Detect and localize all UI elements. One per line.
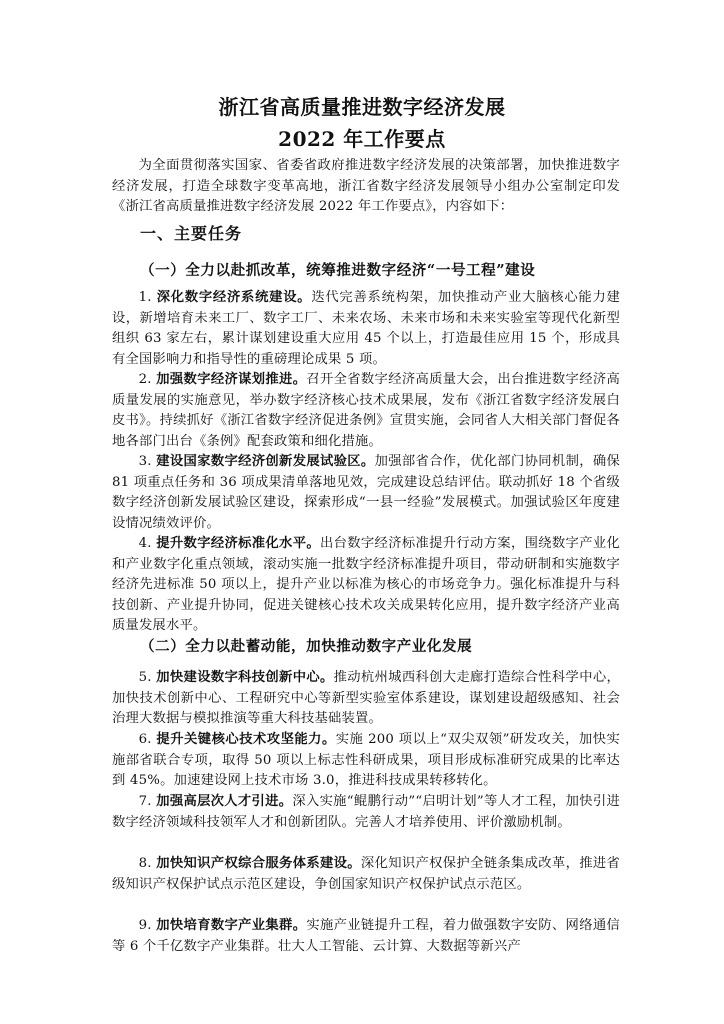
item-heading: 加快知识产权综合服务体系建设。 [156,856,361,871]
item-body: 推动杭州城西科创大走廊打造综合性科学中心，加快技术创新中心、工程研究中心等新型实验室体系建设，谋划建设超级感知、社会治理大数据与模拟推演等重大科技基础装置。 [112,670,620,726]
list-item [112,534,620,637]
item-number: 7. [138,794,152,809]
item-heading: 加强数字经济谋划推进。 [156,372,307,387]
list-item [112,288,620,370]
item-heading: 深化数字经济系统建设。 [156,290,312,305]
list-item [112,854,620,895]
item-number: 4. [138,536,152,551]
list-item [112,792,620,833]
item-heading: 加强高层次人才引进。 [156,794,293,809]
item-number: 3. [138,454,152,469]
list-item [112,916,620,957]
item-number: 9. [138,918,152,933]
intro-paragraph: 为全面贯彻落实国家、省委省政府推进数字经济发展的决策部署，加快推进数字经济发展，打造全球数字变革高地，浙江省数字经济发展领导小组办公室制定印发《浙江省高质量推进数字经济发展 2022 年工作要点》，内容如下： [112,158,620,214]
item-body: 加强部省合作，优化部门协同机制，确保 81 项重点任务和 36 项成果清单落地见效，完成建设总结评估。联动抓好 18 个省级数字经济创新发展试验区建设，探索形成“一县一经验”发展模式。加强试验区年度建设情况绩效评价。 [112,454,620,531]
list-item [112,370,620,452]
subsection-heading-2: （二）全力以赴蓄动能，加快推动数字产业化发展 [140,638,473,655]
list-item [112,668,620,730]
item-number: 6. [138,732,152,747]
item-heading: 加快培育数字产业集群。 [156,918,307,933]
subsection-heading-1: （一）全力以赴抓改革，统筹推进数字经济“一号工程”建设 [140,262,536,279]
item-body: 出台数字经济标准提升行动方案，围绕数字产业化和产业数字化重点领域，滚动实施一批数字经济标准提升项目，带动研制和实施数字经济先进标准 50 项以上，提升产业以标准为核心的市场竞争力。强化标准提升与科技创新、产业提升协同，促进关键核心技术攻关成果转化应用，提升数字经济产业高质量发展水平。 [112,536,620,633]
item-heading: 建设国家数字经济创新发展试验区。 [156,454,375,469]
document-subtitle: 2022 年工作要点 [278,127,446,151]
item-number: 8. [138,856,152,871]
section-heading-main-tasks: 一、主要任务 [140,224,243,243]
document-title: 浙江省高质量推进数字经济发展 [218,95,506,119]
item-body: 深化知识产权保护全链条集成改革，推进省级知识产权保护试点示范区建设，争创国家知识产权保护试点示范区。 [112,856,620,892]
item-body: 召开全省数字经济高质量大会，出台推进数字经济高质量发展的实施意见，举办数字经济核心技术成果展，发布《浙江省数字经济发展白皮书》。持续抓好《浙江省数字经济促进条例》宣贯实施，会同省人大相关部门督促各地各部门出台《条例》配套政策和细化措施。 [112,372,620,449]
item-body: 迭代完善系统构架，加快推动产业大脑核心能力建设，新增培育未来工厂、数字工厂、未来农场、未来市场和未来实验室等现代化新型组织 63 家左右，累计谋划建设重大应用 45 个以上，打造最佳应用 15 个，形成具有全国影响力和指导性的重磅理论成果 5 项。 [112,290,620,367]
list-item [112,452,620,534]
item-body: 实施 200 项以上“双尖双领”研发攻关，加快实施部省联合专项，取得 50 项以上标志性科研成果，项目形成标准研究成果的比率达到 45%。加速建设网上技术市场 3.0，推进科技成果转移转化。 [112,732,620,788]
item-number: 2. [138,372,152,387]
list-item [112,730,620,792]
item-number: 5. [138,670,152,685]
item-heading: 加快建设数字科技创新中心。 [156,670,334,685]
item-number: 1. [138,290,152,305]
item-heading: 提升关键核心技术攻坚能力。 [156,732,336,747]
item-heading: 提升数字经济标准化水平。 [156,536,320,551]
item-body: 深入实施“鲲鹏行动”“启明计划”等人才工程，加快引进数字经济领域科技领军人才和创新团队。完善人才培养使用、评价激励机制。 [112,794,620,830]
item-body: 实施产业链提升工程，着力做强数字安防、网络通信等 6 个千亿数字产业集群。壮大人工智能、云计算、大数据等新兴产 [112,918,620,954]
